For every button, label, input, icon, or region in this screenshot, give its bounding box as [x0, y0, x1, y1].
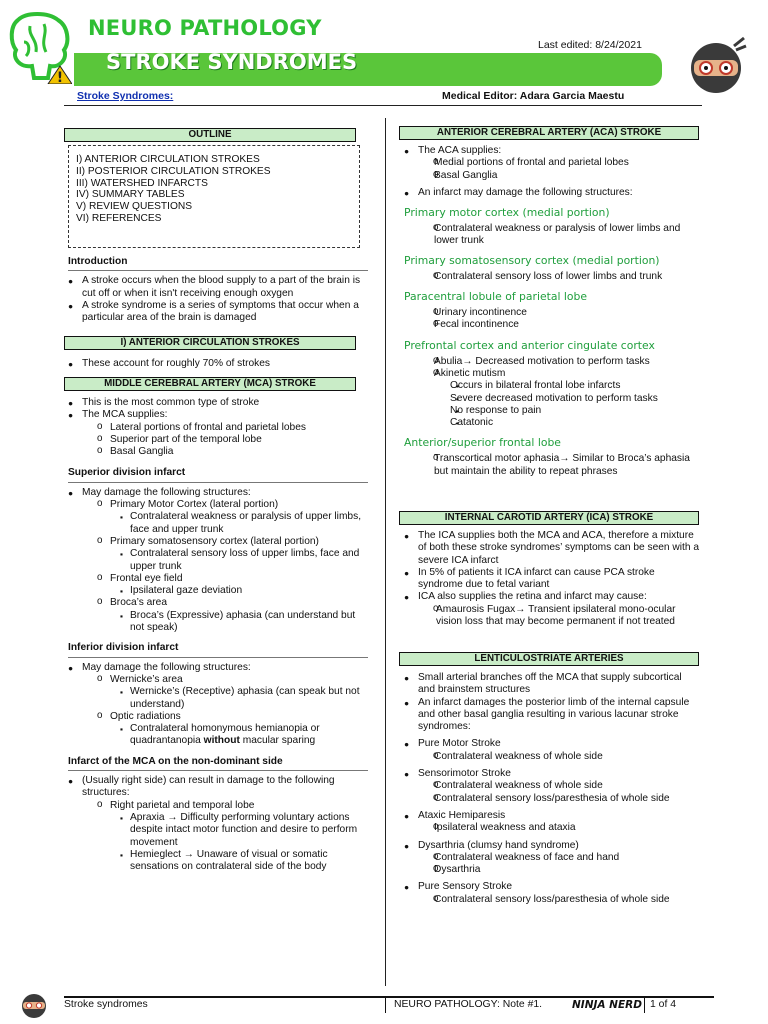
ninja-footer-icon — [14, 990, 54, 1020]
list-item: o Primary somatosensory cortex (lateral portion) — [68, 536, 368, 548]
list-item: ● The MCA supplies: — [68, 409, 368, 421]
list-item: o Primary Motor Cortex (lateral portion) — [68, 499, 368, 511]
list-item: ▪ Contralateral sensory loss of upper limbs, face and upper trunk — [68, 548, 368, 573]
list-item: o Contralateral sensory loss/paresthesia of whole side — [404, 894, 700, 906]
list-item: ▪ Occurs in bilateral frontal lobe infarcts — [404, 380, 704, 392]
svg-text:!: ! — [56, 70, 64, 84]
list-item: ● An infarct damages the posterior limb of the internal capsule and other basal ganglia resulting in various lacunar stroke syndromes: — [404, 697, 700, 734]
list-item: o Lateral portions of frontal and parietal lobes — [68, 422, 368, 434]
list-item: o Contralateral weakness or paralysis of lower limbs and lower trunk — [404, 223, 704, 248]
list-item: o Urinary incontinence — [404, 307, 704, 319]
list-item: ● (Usually right side) can result in damage to the following structures: — [68, 775, 368, 800]
divider — [68, 657, 368, 658]
last-edited-date: Last edited: 8/24/2021 — [538, 39, 642, 51]
list-item: o Contralateral weakness of face and hand — [404, 852, 700, 864]
list-item: o Basal Ganglia — [68, 446, 368, 458]
outline-item[interactable]: IV) SUMMARY TABLES — [76, 189, 185, 201]
list-item: ● Ataxic Hemiparesis — [404, 810, 700, 822]
introduction-heading: Introduction — [68, 256, 128, 267]
list-item: ▪ Ipsilateral gaze deviation — [68, 585, 368, 597]
footer-divider — [64, 996, 714, 998]
ica-heading: INTERNAL CAROTID ARTERY (ICA) STROKE — [399, 511, 699, 525]
list-item: o Ipsilateral weakness and ataxia — [404, 822, 700, 834]
list-item: ● In 5% of patients it ICA infarct can cause PCA stroke syndrome due to fetal variant — [404, 567, 700, 592]
inferior-division-heading: Inferior division infarct — [68, 642, 179, 654]
column-divider — [385, 118, 386, 986]
list-item: ▪ Broca’s (Expressive) aphasia (can understand but not speak) — [68, 610, 368, 635]
footer-separator — [644, 997, 645, 1013]
list-item: ● Pure Sensory Stroke — [404, 881, 700, 893]
list-item: ▪ Wernicke’s (Receptive) aphasia (can speak but not understand) — [68, 686, 368, 711]
list-item: o Fecal incontinence — [404, 319, 704, 331]
list-item: ● Small arterial branches off the MCA that supply subcortical and brainstem structures — [404, 672, 700, 697]
list-item: o Transcortical motor aphasia→ Similar to Broca’s aphasia but maintain the ability to repeat phrases — [404, 453, 704, 478]
list-item: ▪ No response to pain — [404, 405, 704, 417]
list-item: ● Sensorimotor Stroke — [404, 768, 700, 780]
list-item: ▪ Apraxia → Difficulty performing voluntary actions despite intact motor function and desire to perform movement — [68, 812, 368, 849]
aca-subheading: Anterior/superior frontal lobe — [404, 436, 561, 450]
mca-section — [68, 397, 368, 873]
ninja-nerd-logo: NINJA NERD — [572, 999, 642, 1011]
mca-heading: MIDDLE CEREBRAL ARTERY (MCA) STROKE — [64, 377, 356, 391]
outline-item[interactable]: II) POSTERIOR CIRCULATION STROKES — [76, 165, 271, 177]
list-item: o Amaurosis Fugax→ Transient ipsilateral mono-ocular vision loss that may become permanent if not treated — [404, 604, 700, 629]
list-item: ● ICA also supplies the retina and infarct may cause: — [404, 591, 700, 603]
list-item: o Superior part of the temporal lobe — [68, 434, 368, 446]
outline-box — [68, 145, 360, 248]
list-item — [68, 723, 368, 748]
introduction-section — [68, 256, 368, 324]
list-item: ● May damage the following structures: — [68, 662, 368, 674]
list-item: ▪ Hemieglect → Unaware of visual or somatic sensations on contralateral side of the body — [68, 849, 368, 874]
medical-editor: Medical Editor: Adara Garcia Maestu — [442, 90, 625, 102]
ninja-avatar-icon — [684, 36, 748, 96]
list-item: o Contralateral sensory loss of lower limbs and trunk — [404, 271, 704, 283]
list-item: ● The ACA supplies: — [404, 145, 704, 157]
list-item: o Dysarthria — [404, 864, 700, 876]
list-item: ● A stroke occurs when the blood supply to a part of the brain is cut off or when it isn't receiving enough oxygen — [68, 275, 368, 300]
divider — [68, 482, 368, 483]
aca-subheading: Primary somatosensory cortex (medial portion) — [404, 253, 660, 267]
list-item: o Frontal eye field — [68, 573, 368, 585]
list-item: o Medial portions of frontal and parietal lobes — [404, 157, 704, 169]
outline-item[interactable]: VI) REFERENCES — [76, 212, 162, 224]
list-item: ▪ Contralateral weakness or paralysis of upper limbs, face and upper trunk — [68, 511, 368, 536]
header-divider — [64, 105, 702, 106]
aca-subheading: Prefrontal cortex and anterior cingulate cortex — [404, 338, 655, 352]
list-item: ● The ICA supplies both the MCA and ACA, therefore a mixture of both these stroke syndromes’ symptoms can be seen with a severe ICA infarct — [404, 530, 700, 567]
list-item-text: Contralateral homonymous hemianopia or quadrantanopia — [130, 723, 320, 747]
list-item: o Broca’s area — [68, 597, 368, 609]
outline-heading: OUTLINE — [64, 128, 356, 142]
list-item: ▪ Catatonic — [404, 417, 704, 429]
list-item: ▪ Severe decreased motivation to perform tasks — [404, 393, 704, 405]
brain-logo-icon — [8, 12, 72, 84]
list-item: ● These account for roughly 70% of strokes — [68, 358, 382, 370]
list-item-text: macular sparing — [242, 735, 316, 747]
category-title: NEURO PATHOLOGY — [88, 16, 322, 40]
divider — [68, 770, 368, 771]
footer-topic: Stroke syndromes — [64, 999, 148, 1010]
list-item: o Basal Ganglia — [404, 170, 704, 182]
list-item: o Wernicke’s area — [68, 674, 368, 686]
list-item: o Optic radiations — [68, 711, 368, 723]
list-item: ● This is the most common type of stroke — [68, 397, 368, 409]
list-item: ● Dysarthria (clumsy hand syndrome) — [404, 840, 700, 852]
page-title: STROKE SYNDROMES — [106, 50, 358, 74]
footer-note: NEURO PATHOLOGY: Note #1. — [394, 999, 543, 1010]
list-item: ● An infarct may damage the following structures: — [404, 187, 704, 199]
superior-division-heading: Superior division infarct — [68, 467, 186, 479]
aca-heading: ANTERIOR CEREBRAL ARTERY (ACA) STROKE — [399, 126, 699, 140]
non-dominant-heading: Infarct of the MCA on the non-dominant side — [68, 755, 283, 767]
emphasis-text: without — [203, 735, 240, 747]
ica-section — [404, 530, 700, 628]
list-item: o Contralateral weakness of whole side — [404, 780, 700, 792]
list-item: ● A stroke syndrome is a series of symptoms that occur when a particular area of the brain is damaged — [68, 300, 368, 325]
divider — [68, 270, 368, 271]
footer-separator — [385, 997, 386, 1013]
lenticulostriate-section — [404, 672, 700, 906]
lenticulostriate-heading: LENTICULOSTRIATE ARTERIES — [399, 652, 699, 666]
outline-item[interactable]: III) WATERSHED INFARCTS — [76, 177, 208, 189]
list-item: o Abulia→ Decreased motivation to perform tasks — [404, 356, 704, 368]
list-item: o Contralateral sensory loss/paresthesia of whole side — [404, 793, 700, 805]
page-number: 1 of 4 — [650, 999, 676, 1010]
list-item: o Right parietal and temporal lobe — [68, 800, 368, 812]
list-item: ● Pure Motor Stroke — [404, 738, 700, 750]
aca-section — [404, 145, 704, 478]
outline-item[interactable]: I) ANTERIOR CIRCULATION STROKES — [76, 154, 260, 165]
aca-subheading: Paracentral lobule of parietal lobe — [404, 290, 587, 304]
list-item: o Contralateral weakness of whole side — [404, 751, 700, 763]
list-item: ● May damage the following structures: — [68, 487, 368, 499]
outline-item[interactable]: V) REVIEW QUESTIONS — [76, 201, 193, 213]
section-heading-anterior: I) ANTERIOR CIRCULATION STROKES — [64, 336, 356, 350]
topic-link[interactable]: Stroke Syndromes: — [77, 90, 174, 102]
list-item: o Akinetic mutism — [404, 368, 704, 380]
aca-subheading: Primary motor cortex (medial portion) — [404, 206, 610, 220]
